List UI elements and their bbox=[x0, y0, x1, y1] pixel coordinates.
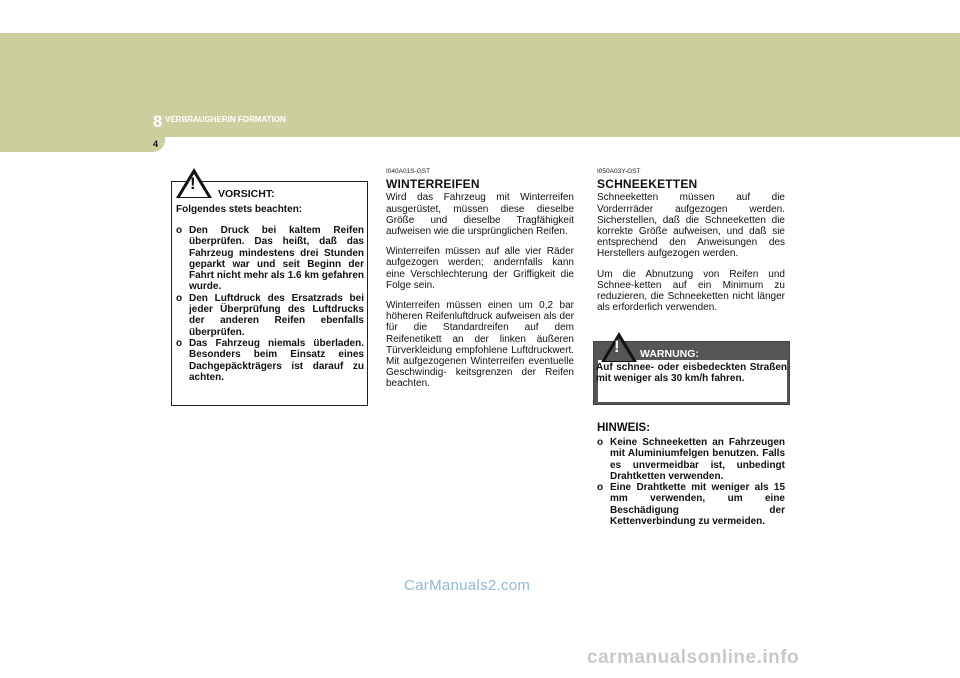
list-item: o Keine Schneeketten an Fahrzeugen mit Aluminiumfelgen benutzen. Falls es unvermeidbar ist, unbedingt Drahtketten verwenden. bbox=[597, 437, 785, 482]
list-item: o Den Luftdruck des Ersatzrads bei jeder Überprüfung des Luftdrucks der anderen Reifen ebenfalls überprüfen. bbox=[176, 292, 364, 338]
watermark-footer: carmanualsonline.info bbox=[587, 647, 800, 668]
note-list bbox=[597, 437, 785, 527]
section-code: I040A01S-GST bbox=[386, 168, 431, 175]
paragraph: Um die Abnutzung von Reifen und Schnee-ketten auf ein Minimum zu reduzieren, die Schneeketten nicht länger als erforderlich verwenden. bbox=[597, 268, 785, 314]
caution-intro: Folgendes stets beachten: bbox=[176, 204, 303, 215]
chapter-header-band bbox=[0, 33, 960, 137]
paragraph: Winterreifen müssen auf alle vier Räder aufgezogen werden; andernfalls kann eine Verschlechterung der Griffigkeit die Folge sein. bbox=[386, 246, 574, 291]
caution-title: VORSICHT: bbox=[218, 188, 275, 200]
chapter-title: VERBRAUGHERIN FORMATION bbox=[165, 115, 286, 124]
page-number: 4 bbox=[153, 139, 159, 149]
caution-list bbox=[176, 225, 364, 383]
paragraph: Wird das Fahrzeug mit Winterreifen ausgerüstet, müssen diese dieselbe Größe und dieselbe Tragfähigkeit aufweisen wie die ursprünglichen Reifen. bbox=[386, 192, 574, 238]
list-item: o Den Druck bei kaltem Reifen überprüfen. Das heißt, daß das Fahrzeug mindestens drei Stunden geparkt war und seit Beginn der Fahrt nicht mehr als 1.6 km gefahren wurde. bbox=[176, 225, 364, 293]
winter-tires-section bbox=[386, 166, 574, 399]
section-title: WINTERREIFEN bbox=[386, 177, 480, 192]
paragraph: Schneeketten müssen auf die Vorderrräder aufgezogen werden. Sicherstellen, daß die Schneeketten die korrekte Größe aufweisen, und daß sie entsprechend den Anweisungen des Herstellers aufgezogen werden. bbox=[597, 192, 785, 260]
list-item: o Das Fahrzeug niemals überladen. Besonders beim Einsatz eines Dachgepäckträgers ist darauf zu achten. bbox=[176, 337, 364, 383]
list-item: o Eine Drahtkette mit weniger als 15 mm verwenden, um eine Beschädigung der Kettenverbindung zu vermeiden. bbox=[597, 482, 785, 528]
warning-title: WARNUNG: bbox=[640, 348, 699, 360]
section-code: I050A03Y-GST bbox=[597, 168, 641, 175]
snow-chains-section bbox=[597, 166, 785, 322]
note-title: HINWEIS: bbox=[597, 422, 651, 434]
paragraph: Winterreifen müssen einen um 0,2 bar höheren Reifenluftdruck aufweisen als der für die Standardreifen auf dem Reifenetikett an der linken äußeren Türverkleidung empfohlene Luftdruckwert. Mit aufgezogenen Winterreifen eventuelle Geschwindig- keitsgrenzen der Reifen beachten. bbox=[386, 300, 574, 390]
chapter-number: 8 bbox=[153, 112, 163, 131]
page-number-tab bbox=[0, 137, 960, 152]
warning-text: Auf schnee- oder eisbedeckten Straßen mit weniger als 30 km/h fahren. bbox=[596, 362, 787, 385]
watermark-logo: CarManuals2.com bbox=[404, 577, 531, 594]
section-title: SCHNEEKETTEN bbox=[597, 177, 698, 192]
